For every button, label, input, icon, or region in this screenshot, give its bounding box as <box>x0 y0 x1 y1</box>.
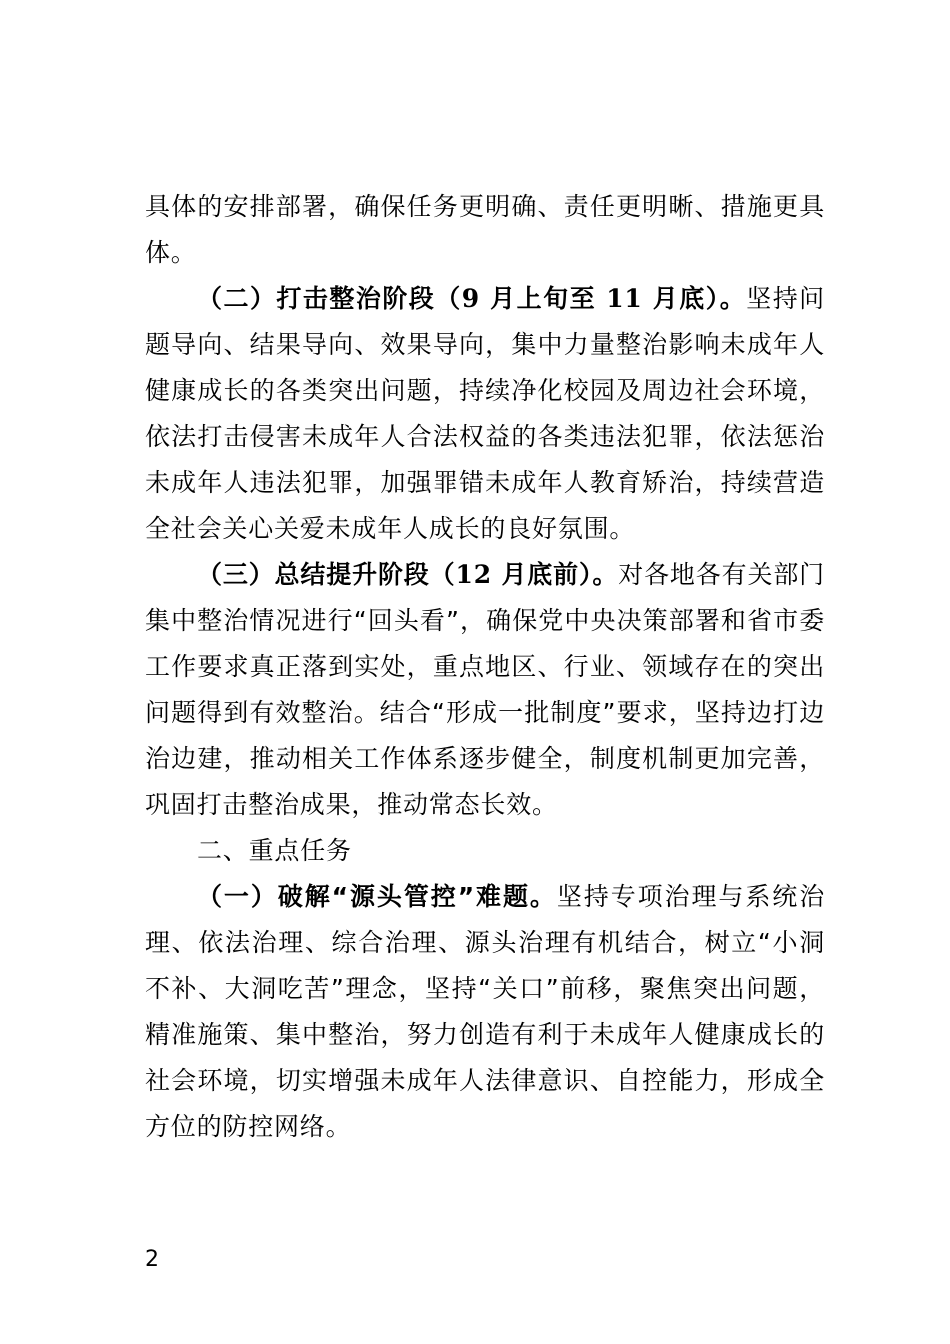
page-number: 2 <box>145 1247 159 1272</box>
heading-part: 月底）。 <box>642 284 747 313</box>
task-one-heading: （一）破解“源头管控”难题。 <box>197 882 557 911</box>
paragraph-text: 对各地各有关部门集中整治情况进行“回头看”，确保党中央决策部署和省市委工作要求真正落到实处，重点地区、行业、领域存在的突出问题得到有效整治。结合“形成一批制度”要求，坚持边打边治边建，推动相关工作体系逐步健全，制度机制更加完善，巩固打击整治成果，推动常态长效。 <box>145 560 825 819</box>
paragraph-task-one <box>145 874 825 1150</box>
paragraph-text: 坚持专项治理与系统治理、依法治理、综合治理、源头治理有机结合，树立“小洞不补、大洞吃苦”理念，坚持“关口”前移，聚焦突出问题，精准施策、集中整治，努力创造有利于未成年人健康成长的社会环境，切实增强未成年人法律意识、自控能力，形成全方位的防控网络。 <box>145 882 825 1141</box>
phase-two-heading <box>197 284 746 313</box>
paragraph-text: 坚持问题导向、结果导向、效果导向，集中力量整治影响未成年人健康成长的各类突出问题，持续净化校园及周边社会环境，依法打击侵害未成年人合法权益的各类违法犯罪，依法惩治未成年人违法犯罪，加强罪错未成年人教育矫治，持续营造全社会关心关爱未成年人成长的良好氛围。 <box>145 284 825 543</box>
heading-part: （二）打击整治阶段（ <box>197 284 462 313</box>
heading-number: 12 <box>455 560 492 589</box>
paragraph-phase-two <box>145 276 825 552</box>
phase-three-heading <box>197 560 618 589</box>
paragraph-continuation <box>145 184 825 276</box>
paragraph-phase-three <box>145 552 825 828</box>
paragraph-text: 具体的安排部署，确保任务更明确、责任更明晰、措施更具体。 <box>145 192 825 267</box>
heading-part: （三）总结提升阶段（ <box>197 560 456 589</box>
heading-part: 月上旬至 <box>479 284 607 313</box>
document-body <box>145 184 825 1150</box>
heading-number: 11 <box>606 284 643 313</box>
section-title: 二、重点任务 <box>197 836 352 865</box>
section-title-key-tasks <box>145 828 825 874</box>
heading-part: 月底前）。 <box>491 560 619 589</box>
heading-number: 9 <box>461 284 480 313</box>
